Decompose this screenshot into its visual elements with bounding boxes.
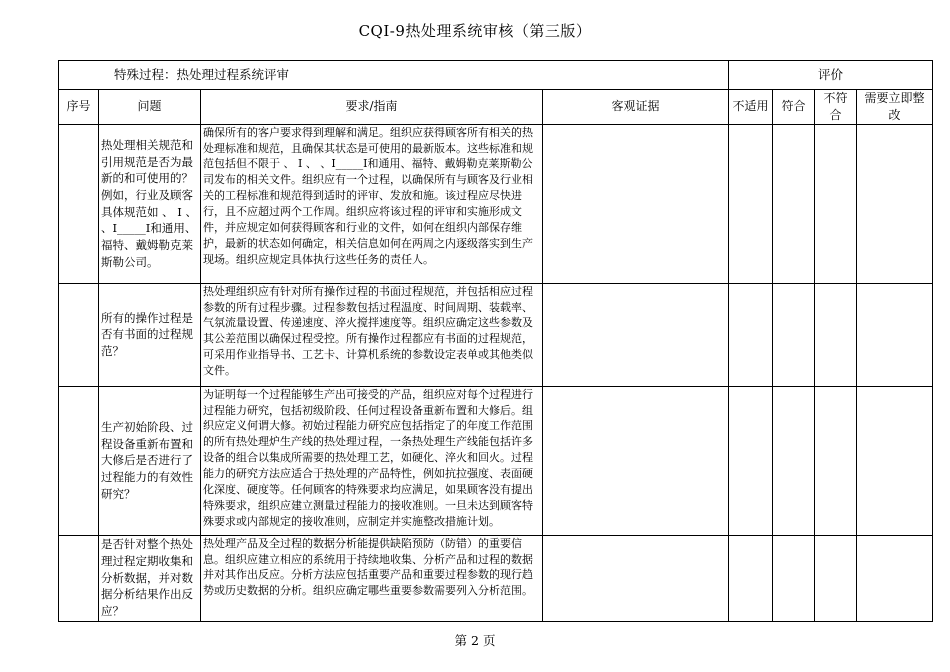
evidence-cell[interactable]	[543, 124, 729, 283]
requirement-cell: 确保所有的客户要求得到理解和满足。组织应获得顾客所有相关的热处理标准和规范，且确保其状态是可使用的最新版本。这些标准和规范包括但不限于 、 I 、 、I_____I和通用、福特、戴姆勒克莱斯勒公司发布的相关文件。组织应有一个过程，以确保所有与顾客及行业相关的工程标准和规范得到适时的评审、发放和施。该过程应尽快进行，且不应超过两个工作周。组织应将该过程的评审和实施形成文件，并应规定如何获得顾客和行业的文件，如何在组织内部保存维护，最新的状态如何确定，相关信息如何在两周之内逐级落实到生产现场。组织应规定具体执行这些任务的责任人。	[201, 124, 543, 283]
row-number	[59, 124, 99, 283]
conform-cell[interactable]	[773, 124, 815, 283]
question-cell: 生产初始阶段、过程设备重新布置和大修后是否进行了过程能力的有效性研究？	[99, 386, 201, 535]
na-cell[interactable]	[729, 283, 773, 386]
col-header-nonconform: 不符合	[815, 90, 857, 125]
col-header-question: 问题	[99, 90, 201, 125]
section-header-row	[59, 61, 933, 90]
col-header-na: 不适用	[729, 90, 773, 125]
nonconform-cell[interactable]	[815, 386, 857, 535]
na-cell[interactable]	[729, 535, 773, 621]
immediate-cell[interactable]	[857, 124, 933, 283]
conform-cell[interactable]	[773, 283, 815, 386]
nonconform-cell[interactable]	[815, 283, 857, 386]
row-number	[59, 535, 99, 621]
na-cell[interactable]	[729, 124, 773, 283]
evidence-cell[interactable]	[543, 386, 729, 535]
question-cell: 是否针对整个热处理过程定期收集和分析数据，并对数据分析结果作出反应？	[99, 535, 201, 621]
col-header-no: 序号	[59, 90, 99, 125]
nonconform-cell[interactable]	[815, 535, 857, 621]
immediate-cell[interactable]	[857, 283, 933, 386]
col-header-requirement: 要求/指南	[201, 90, 543, 125]
table-row	[59, 283, 933, 386]
requirement-cell: 为证明每一个过程能够生产出可接受的产品，组织应对每个过程进行过程能力研究，包括初级阶段、任何过程设备重新布置和大修后。组织应定义何谓大修。初始过程能力研究应包括指定了的年度工作范围的所有热处理炉生产线的热处理过程，一条热处理生产线能包括许多设备的组合以集成所需要的热处理工艺，如硬化、淬火和回火。过程能力的研究方法应适合于热处理的产品特性，例如抗拉强度、表面硬化深度、硬度等。任何顾客的特殊要求均应满足，如果顾客没有提出特殊要求，组织应建立测量过程能力的接收准则。一旦未达到顾客特殊要求或内部规定的接收准则，应制定并实施整改措施计划。	[201, 386, 543, 535]
table-row	[59, 535, 933, 621]
row-number	[59, 386, 99, 535]
evidence-cell[interactable]	[543, 535, 729, 621]
table-row	[59, 124, 933, 283]
col-header-immediate: 需要立即整改	[857, 90, 933, 125]
requirement-cell: 热处理产品及全过程的数据分析能提供缺陷预防（防错）的重要信息。组织应建立相应的系统用于持续地收集、分析产品和过程的数据并对其作出反应。分析方法应包括重要产品和重要过程参数的现行趋势或历史数据的分析。组织应确定哪些重要参数需要列入分析范围。	[201, 535, 543, 621]
na-cell[interactable]	[729, 386, 773, 535]
section-title: 特殊过程：热处理过程系统评审	[59, 61, 729, 90]
table-row	[59, 386, 933, 535]
row-number	[59, 283, 99, 386]
audit-table	[58, 60, 933, 622]
conform-cell[interactable]	[773, 535, 815, 621]
col-header-conform: 符合	[773, 90, 815, 125]
column-header-row	[59, 90, 933, 125]
evidence-cell[interactable]	[543, 283, 729, 386]
evaluation-header: 评价	[729, 61, 933, 90]
nonconform-cell[interactable]	[815, 124, 857, 283]
page-number: 第 2 页	[454, 633, 496, 648]
immediate-cell[interactable]	[857, 386, 933, 535]
question-cell: 热处理相关规范和引用规范是否为最新的和可使用的？例如，行业及顾客具体规范如 、 I 、 、I_____I和通用、福特、戴姆勒克莱斯勒公司。	[99, 124, 201, 283]
requirement-cell: 热处理组织应有针对所有操作过程的书面过程规范，并包括相应过程参数的所有过程步骤。过程参数包括过程温度、时间周期、装载率、气氛流量设置、传递速度、淬火搅拌速度等。组织应确定这些参数及其公差范围以确保过程受控。所有操作过程都应有书面的过程规范，可采用作业指导书、工艺卡、计算机系统的参数设定表单或其他类似文件。	[201, 283, 543, 386]
immediate-cell[interactable]	[857, 535, 933, 621]
question-cell: 所有的操作过程是否有书面的过程规范？	[99, 283, 201, 386]
document-title: CQI-9热处理系统审核（第三版）	[358, 22, 592, 40]
col-header-evidence: 客观证据	[543, 90, 729, 125]
conform-cell[interactable]	[773, 386, 815, 535]
